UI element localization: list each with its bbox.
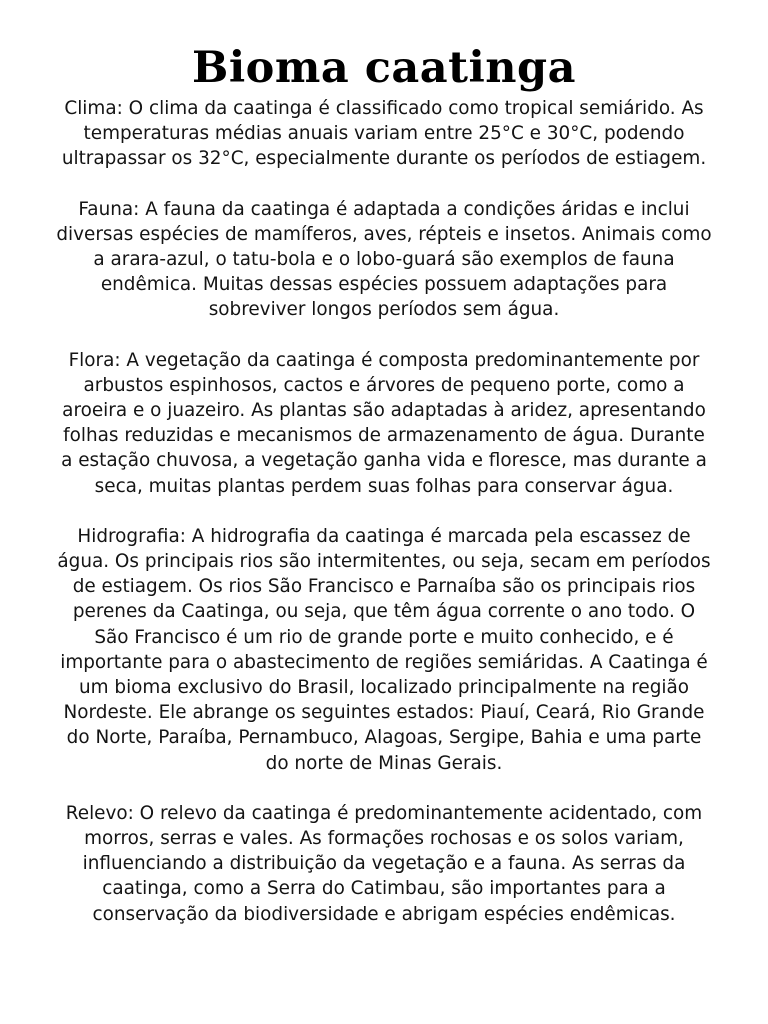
section-fauna: Fauna: A fauna da caatinga é adaptada a condições áridas e inclui diversas espécies de mamíferos, aves, répteis e insetos. Animais como a arara-azul, o tatu-bola e o lobo-guará são exemplos de fauna endêmica. Muitas dessas espécies possuem adaptações para sobreviver longos períodos sem água. [56,198,712,321]
section-hidrografia: Hidrografia: A hidrografia da caatinga é marcada pela escassez de água. Os principais rios são intermitentes, ou seja, secam em períodos de estiagem. Os rios São Francisco e Parnaíba são os principais rios perenes da Caatinga, ou seja, que têm água corrente o ano todo. O São Francisco é um rio de grande porte e muito conhecido, e é importante para o abastecimento de regiões semiáridas. A Caatinga é um bioma exclusivo do Brasil, localizado principalmente na região Nordeste. Ele abrange os seguintes estados: Piauí, Ceará, Rio Grande do Norte, Paraíba, Pernambuco, Alagoas, Sergipe, Bahia e uma parte do norte de Minas Gerais. [57,525,711,774]
section-flora: Flora: A vegetação da caatinga é composta predominantemente por arbustos espinhosos, cactos e árvores de pequeno porte, como a aroeira e o juazeiro. As plantas são adaptadas à aridez, apresentando folhas reduzidas e mecanismos de armazenamento de água. Durante a estação chuvosa, a vegetação ganha vida e floresce, mas durante a seca, muitas plantas perdem suas folhas para conservar água. [61,349,707,497]
section-relevo: Relevo: O relevo da caatinga é predominantemente acidentado, com morros, serras e vales. As formações rochosas e os solos variam, influenciando a distribuição da vegetação e a fauna. As serras da caatinga, como a Serra do Catimbau, são importantes para a conservação da biodiversidade e abrigam espécies endêmicas. [65,802,703,925]
section-clima: Clima: O clima da caatinga é classificado como tropical semiárido. As temperaturas médias anuais variam entre 25°C e 30°C, podendo ultrapassar os 32°C, especialmente durante os períodos de estiagem. [61,98,707,170]
page-title: Bioma caatinga [192,43,576,93]
